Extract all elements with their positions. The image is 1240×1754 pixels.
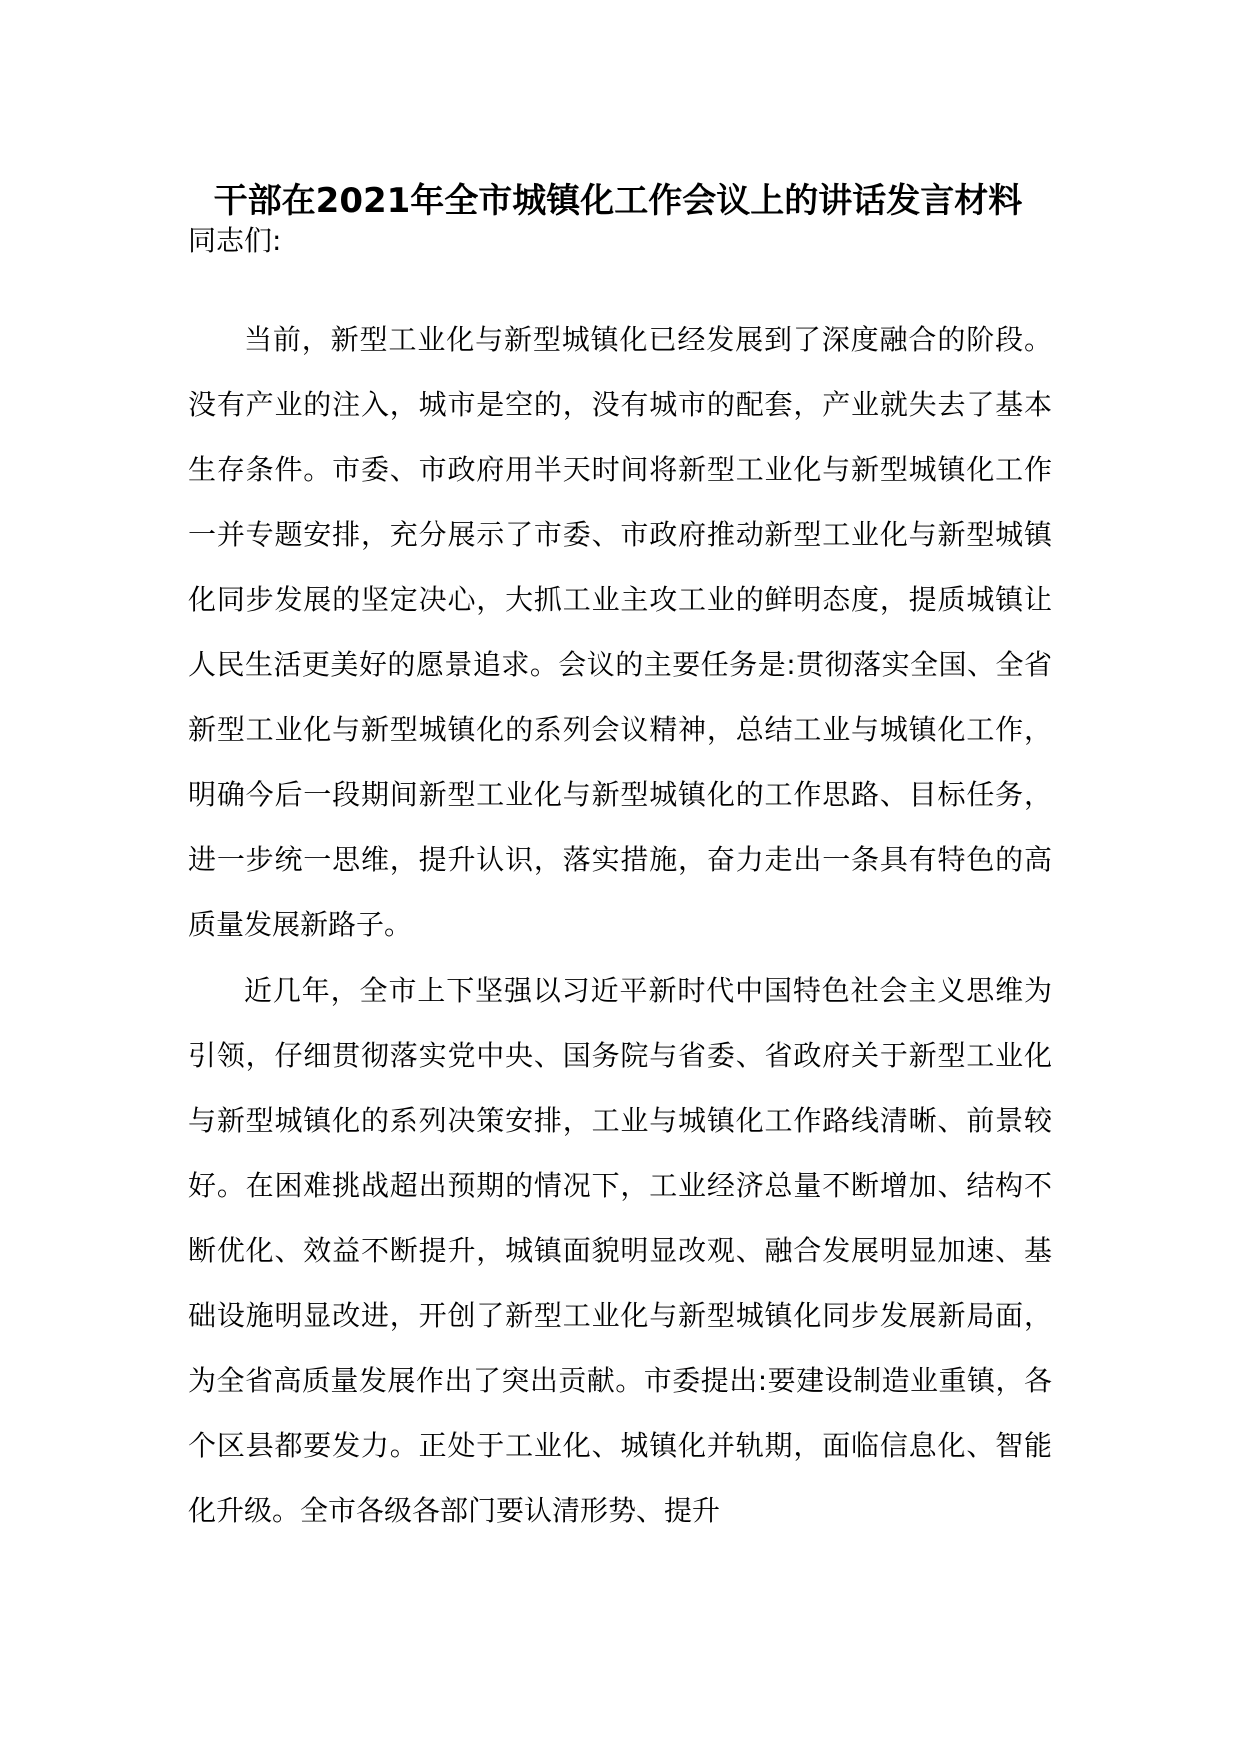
document-title: 干部在2021年全市城镇化工作会议上的讲话发言材料 bbox=[213, 181, 1023, 221]
paragraph-1: 当前，新型工业化与新型城镇化已经发展到了深度融合的阶段。没有产业的注入，城市是空的，没有城市的配套，产业就失去了基本生存条件。市委、市政府用半天时间将新型工业化与新型城镇化工作一并专题安排，充分展示了市委、市政府推动新型工业化与新型城镇化同步发展的坚定决心，大抓工业主攻工业的鲜明态度，提质城镇让人民生活更美好的愿景追求。会议的主要任务是:贯彻落实全国、全省新型工业化与新型城镇化的系列会议精神，总结工业与城镇化工作，明确今后一段期间新型工业化与新型城镇化的工作思路、目标任务，进一步统一思维，提升认识，落实措施，奋力走出一条具有特色的高质量发展新路子。 bbox=[188, 323, 1052, 941]
paragraph-2: 近几年，全市上下坚强以习近平新时代中国特色社会主义思维为引领，仔细贯彻落实党中央、国务院与省委、省政府关于新型工业化与新型城镇化的系列决策安排，工业与城镇化工作路线清晰、前景较好。在困难挑战超出预期的情况下，工业经济总量不断增加、结构不断优化、效益不断提升，城镇面貌明显改观、融合发展明显加速、基础设施明显改进，开创了新型工业化与新型城镇化同步发展新局面，为全省高质量发展作出了突出贡献。市委提出:要建设制造业重镇，各个区县都要发力。正处于工业化、城镇化并轨期，面临信息化、智能化升级。全市各级各部门要认清形势、提升 bbox=[188, 974, 1052, 1527]
salutation: 同志们: bbox=[188, 224, 282, 257]
